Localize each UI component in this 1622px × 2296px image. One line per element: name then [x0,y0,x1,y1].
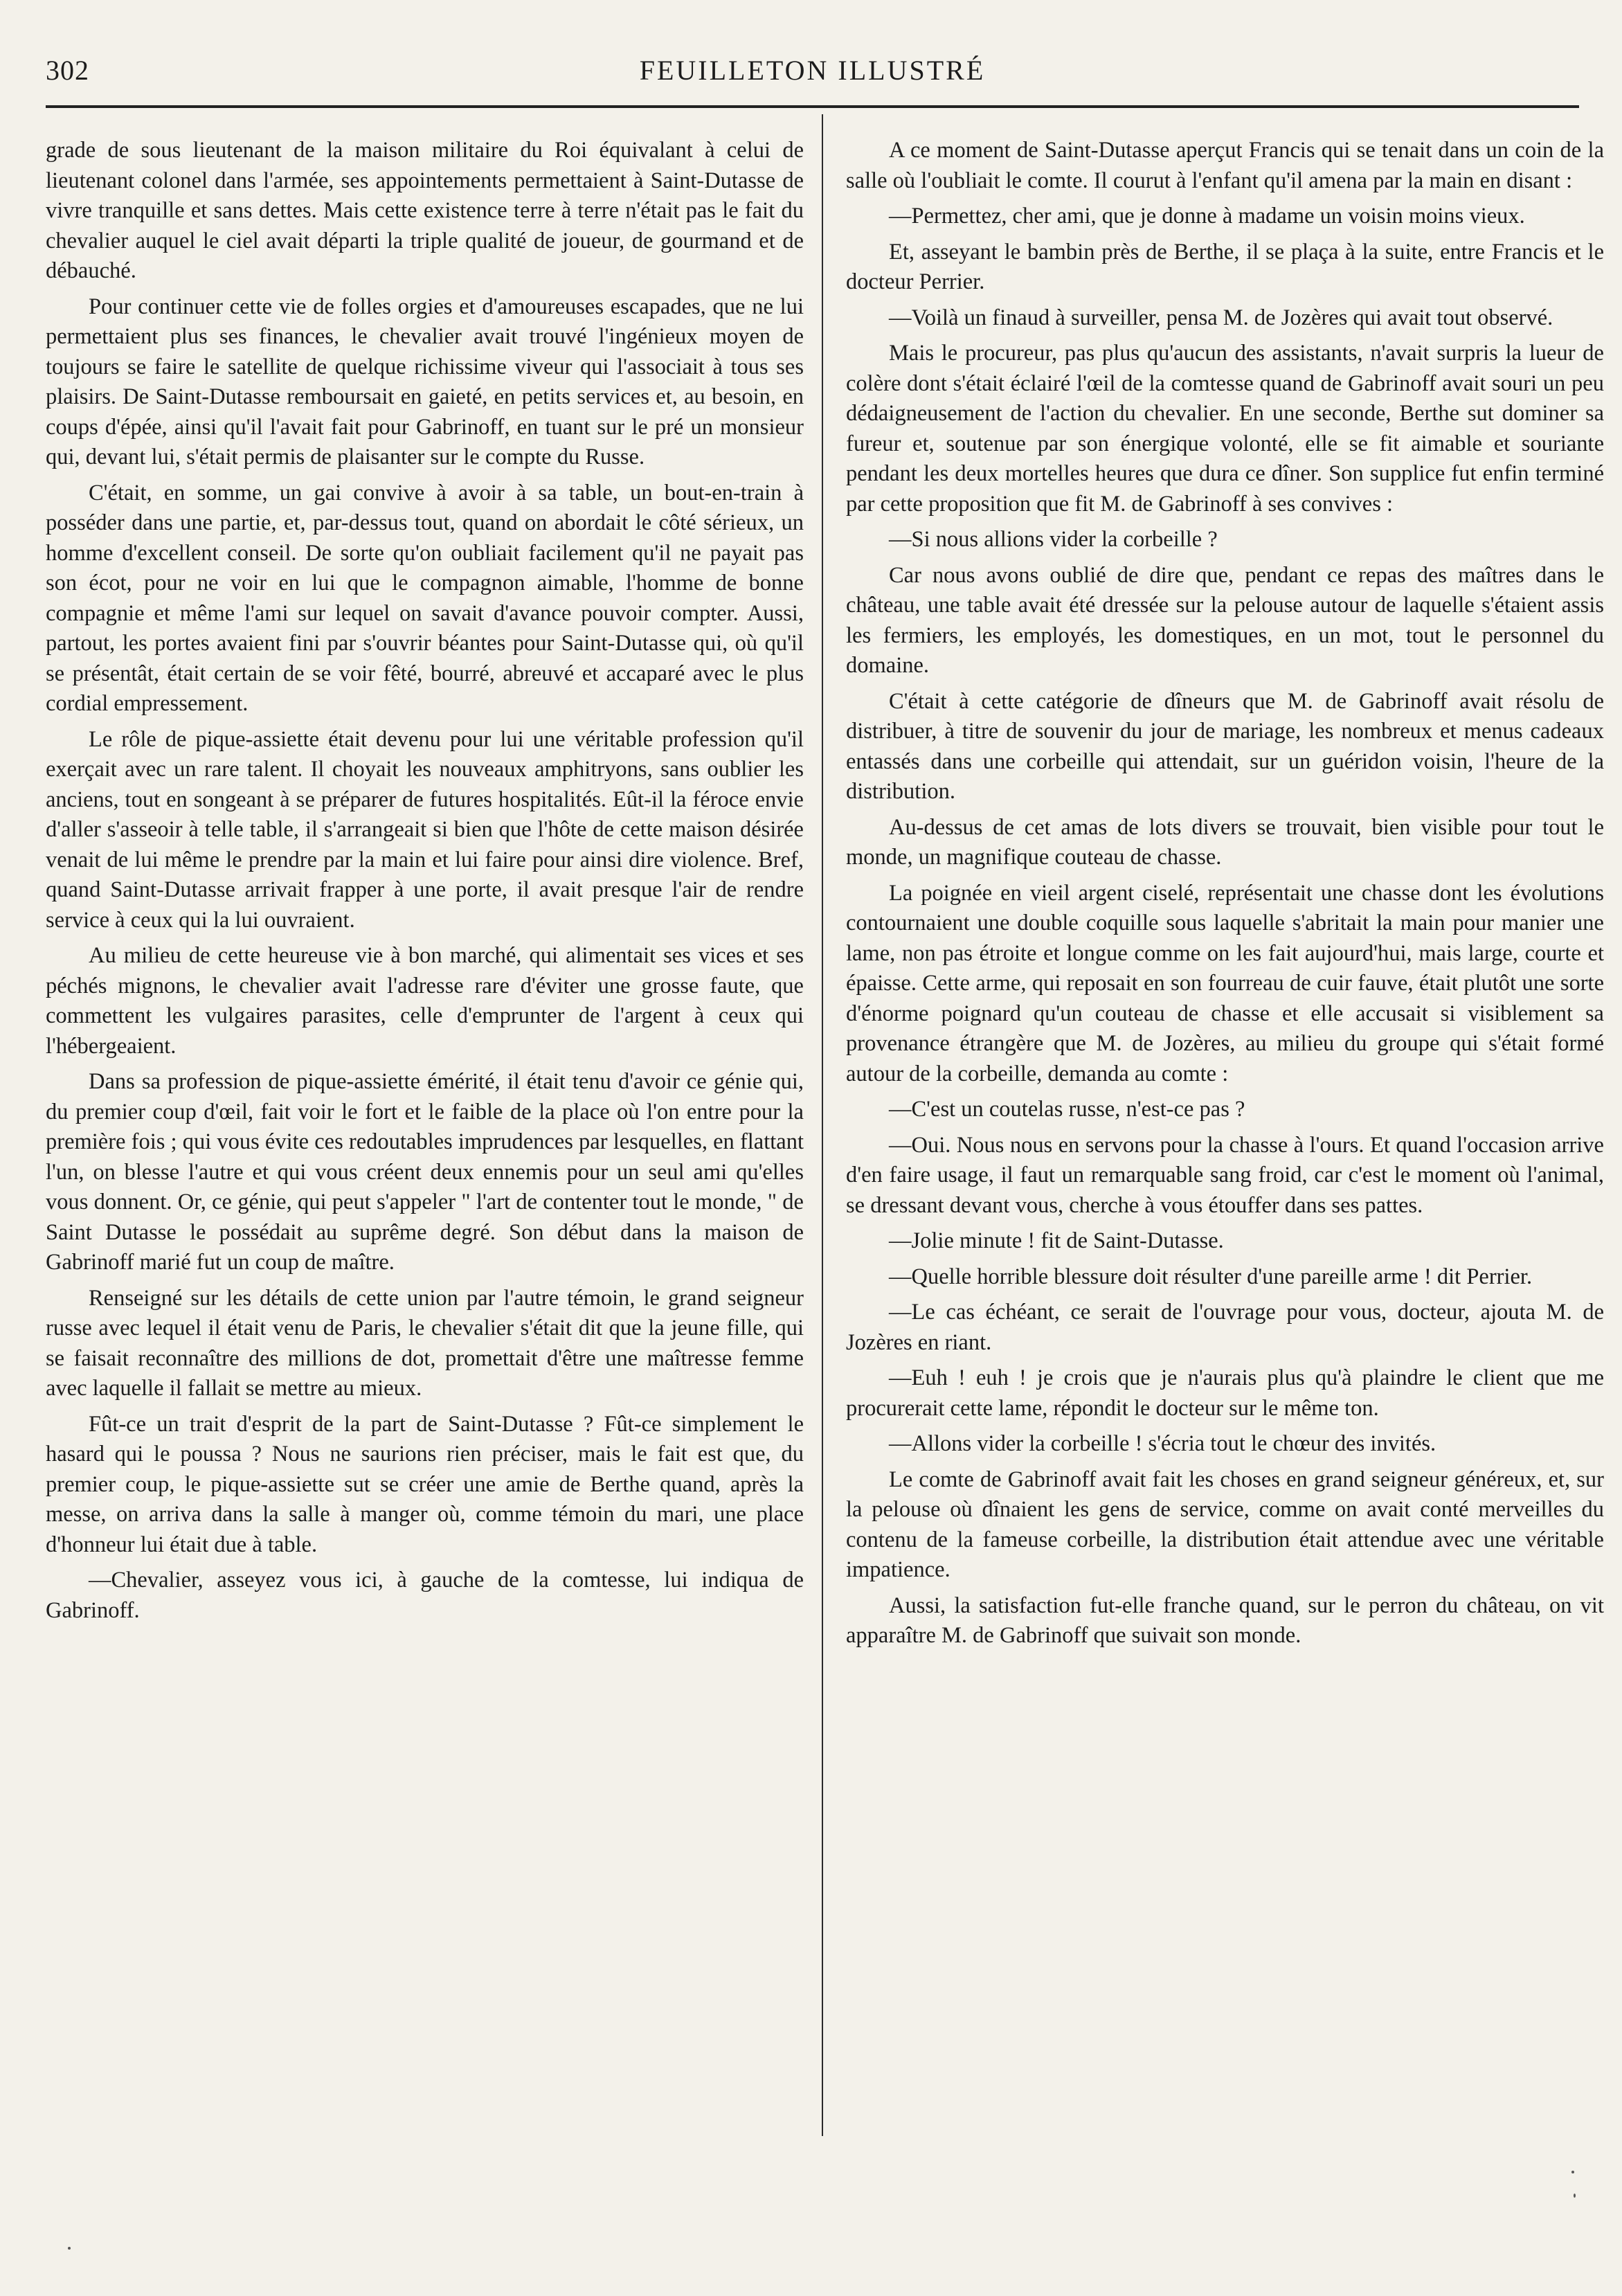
header-rule [46,105,1579,108]
paragraph: —Allons vider la corbeille ! s'écria tout le chœur des invités. [889,1431,1436,1456]
paragraph: —Voilà un finaud à surveiller, pensa M. de Jozères qui avait tout observé. [889,305,1553,330]
print-speck [1574,2194,1576,2198]
paragraph: Renseigné sur les détails de cette union par l'autre témoin, le grand seigneur russe avec lequel il était venu de Paris, le chevalier s'était dit que la jeune fille, qui se faisait reconnaître des millions de dot, promettait d'être une maîtresse femme avec laquelle il fallait se mettre au mieux. [46,1285,804,1401]
paragraph: —C'est un coutelas russe, n'est-ce pas ? [889,1097,1245,1122]
left-column [46,136,804,1631]
paragraph: Le rôle de pique-assiette était devenu pour lui une véritable profession qu'il exerçait avec un rare talent. Il choyait les nouveaux amphitryons, sans oublier les anciens, tout en songeant à se préparer de futures hospitalités. Eût-il la féroce envie d'aller s'asseoir à telle table, il s'arrangeait si bien que l'hôte de cette maison désirée venait de lui même le prendre par la main et lui faire pour ainsi dire violence. Bref, quand Saint-Dutasse arrivait frapper à une porte, il avait presque l'air de rendre service à ceux qui la lui ouvraient. [46,726,804,933]
paragraph: —Si nous allions vider la corbeille ? [889,527,1218,552]
paragraph: grade de sous lieutenant de la maison militaire du Roi équivalant à celui de lieutenant colonel dans l'armée, ses appointements permettaient à Saint-Dutasse de vivre tranquille et sans dettes. Mais cette existence terre à terre n'était pas le fait du chevalier auquel le ciel avait départi la triple qualité de joueur, de gourmand et de débauché. [46,138,804,283]
paragraph: —Jolie minute ! fit de Saint-Dutasse. [889,1228,1224,1253]
paragraph: Et, asseyant le bambin près de Berthe, il se plaça à la suite, entre Francis et le docteur Perrier. [846,239,1604,294]
paragraph: Fût-ce un trait d'esprit de la part de Saint-Dutasse ? Fût-ce simplement le hasard qui le poussa ? Nous ne saurions rien préciser, mais le fait est que, du premier coup, le pique-assiette sut se créer une amie de Berthe quand, après la messe, on arriva dans la salle à manger où, comme témoin du mari, une place d'honneur lui était due à table. [46,1411,804,1557]
paragraph: —Permettez, cher ami, que je donne à madame un voisin moins vieux. [889,204,1525,228]
page-header [46,48,1579,90]
paragraph: —Oui. Nous nous en servons pour la chasse à l'ours. Et quand l'occasion arrive d'en faire usage, il faut un remarquable sang froid, car c'est le moment où l'animal, se dressant devant vous, cherche à vous étouffer dans ses pattes. [846,1132,1604,1218]
paragraph: Au milieu de cette heureuse vie à bon marché, qui alimentait ses vices et ses péchés mignons, le chevalier avait l'adresse rare d'éviter une grosse faute, que commettent les vulgaires parasites, celle d'emprunter de l'argent à ceux qui l'hébergeaient. [46,943,804,1059]
paragraph: Dans sa profession de pique-assiette émérité, il était tenu d'avoir ce génie qui, du premier coup d'œil, fait voir le fort et le faible de la place où l'on entre pour la première fois ; qui vous évite ces redoutables imprudences par lesquelles, en flattant l'un, on blesse l'autre et qui vous créent deux ennemis pour un seul ami qu'elles vous donnent. Or, ce génie, qui peut s'appeler " l'art de contenter tout le monde, " de Saint Dutasse le possédait au suprême degré. Son début dans la maison de Gabrinoff marié fut un coup de maître. [46,1069,804,1275]
column-divider [822,114,823,2136]
paragraph: C'était, en somme, un gai convive à avoir à sa table, un bout-en-train à posséder dans une partie, et, par-dessus tout, quand on abordait le côté sérieux, un homme d'excellent conseil. De sorte qu'on oubliait facilement qu'il ne payait pas son écot, pour ne voir en lui que le compagnon aimable, l'homme de bonne compagnie et même l'ami sur lequel on savait d'avance pouvoir compter. Aussi, partout, les portes avaient fini par s'ouvrir béantes pour Saint-Dutasse qui, où qu'il se présentât, était certain de se voir fêté, bourré, abreuvé et accaparé avec le plus cordial empressement. [46,480,804,716]
paragraph: La poignée en vieil argent ciselé, représentait une chasse dont les évolutions contournaient une double coquille sous laquelle s'abritait la main pour manier une lame, non pas étroite et longue comme on les fait aujourd'hui, mais large, courte et épaisse. Cette arme, qui reposait en son fourreau de cuir fauve, était plutôt une sorte d'énorme poignard qu'un couteau de chasse et elle accusait si visiblement sa provenance étrangère que M. de Jozères, au milieu du groupe qui s'était formé autour de la corbeille, demanda au comte : [846,880,1604,1086]
paragraph: —Euh ! euh ! je crois que je n'aurais plus qu'à plaindre le client que me procurerait cette lame, répondit le docteur sur le même ton. [846,1365,1604,1421]
paragraph: A ce moment de Saint-Dutasse aperçut Francis qui se tenait dans un coin de la salle où l'oubliait le comte. Il courut à l'enfant qu'il amena par la main en disant : [846,138,1604,193]
paragraph: Au-dessus de cet amas de lots divers se trouvait, bien visible pour tout le monde, un magnifique couteau de chasse. [846,814,1604,870]
paragraph: Aussi, la satisfaction fut-elle franche quand, sur le perron du château, on vit apparaître M. de Gabrinoff que suivait son monde. [846,1593,1604,1648]
paragraph: Pour continuer cette vie de folles orgies et d'amoureuses escapades, que ne lui permettaient plus ses finances, le chevalier avait trouvé l'ingénieux moyen de toujours se faire le satellite de quelque richissime viveur qui l'associait à tous ses plaisirs. De Saint-Dutasse remboursait en gaieté, en petits services et, au besoin, en coups d'épée, ainsi qu'il l'avait fait pour Gabrinoff, en tuant sur le pré un monsieur qui, devant lui, s'était permis de plaisanter sur le compte du Russe. [46,294,804,469]
paragraph: Car nous avons oublié de dire que, pendant ce repas des maîtres dans le château, une table avait été dressée sur la pelouse autour de laquelle s'étaient assis les fermiers, les employés, les domestiques, en un mot, tout le personnel du domaine. [846,562,1604,678]
paragraph: —Chevalier, asseyez vous ici, à gauche de la comtesse, lui indiqua de Gabrinoff. [46,1568,804,1623]
print-speck [1571,2171,1574,2173]
running-title: FEUILLETON ILLUSTRÉ [639,55,986,86]
print-speck [68,2247,71,2250]
paragraph: —Le cas échéant, ce serait de l'ouvrage pour vous, docteur, ajouta M. de Jozères en riant. [846,1300,1604,1355]
paragraph: Le comte de Gabrinoff avait fait les choses en grand seigneur généreux, et, sur la pelouse où dînaient les gens de service, comme on avait conté merveilles du contenu de la fameuse corbeille, la distribution était attendue avec une véritable impatience. [846,1467,1604,1582]
paragraph: Mais le procureur, pas plus qu'aucun des assistants, n'avait surpris la lueur de colère dont s'était éclairé l'œil de la comtesse quand de Gabrinoff avait souri un peu dédaigneusement de l'action du chevalier. En une seconde, Berthe sut dominer sa fureur et, soutenue par son énergique volonté, elle se fit aimable et souriante pendant les deux mortelles heures que dura ce dîner. Son supplice fut enfin terminé par cette proposition que fit M. de Gabrinoff à ses convives : [846,341,1604,517]
paragraph: —Quelle horrible blessure doit résulter d'une pareille arme ! dit Perrier. [889,1264,1533,1289]
right-column [846,136,1604,1657]
paragraph: C'était à cette catégorie de dîneurs que M. de Gabrinoff avait résolu de distribuer, à titre de souvenir du jour de mariage, les nombreux et menus cadeaux entassés dans une corbeille qui attendait, sur un guéridon voisin, l'heure de la distribution. [846,688,1604,804]
page-number: 302 [46,55,89,86]
